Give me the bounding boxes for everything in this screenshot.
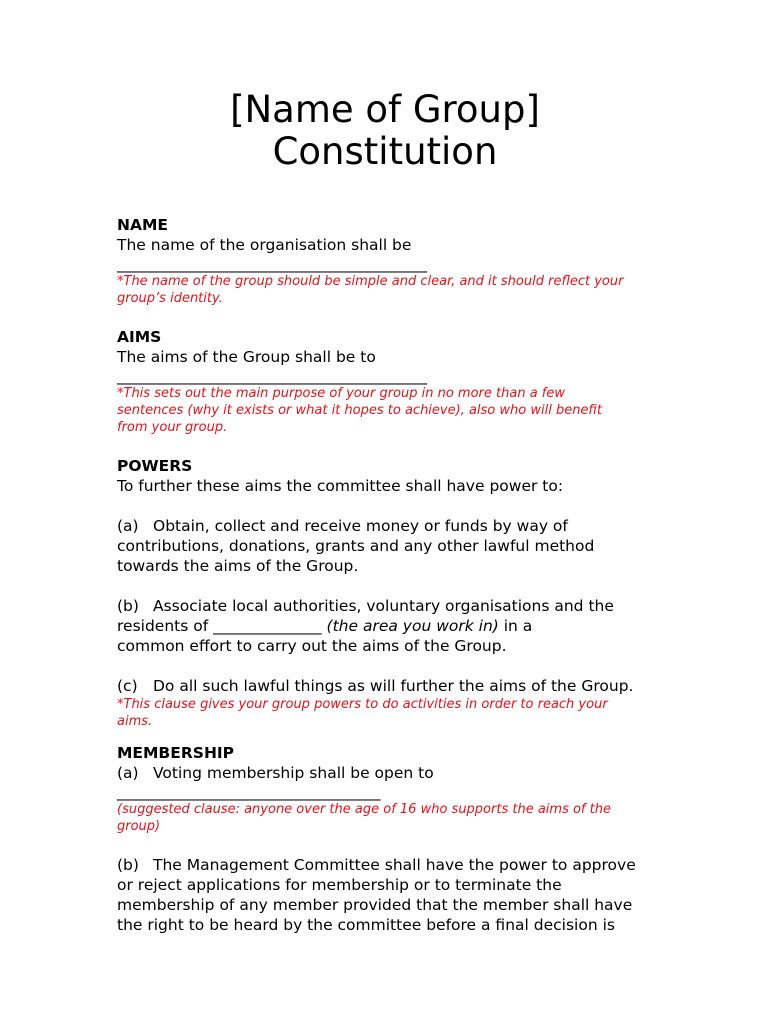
membership-section <box>117 743 662 935</box>
powers-note-line-1: *This clause gives your group powers to do activities in order to reach your <box>117 697 608 712</box>
powers-note-line-2: aims. <box>117 714 153 729</box>
powers-item-b-line-3: common effort to carry out the aims of the Group. <box>117 637 507 655</box>
powers-item-b-label: (b) <box>117 597 139 615</box>
powers-item-a-line-2: contributions, donations, grants and any other lawful method <box>117 537 595 555</box>
name-text: The name of the organisation shall be <box>117 236 412 254</box>
membership-note-line-1: (suggested clause: anyone over the age of 16 who supports the aims of the <box>117 802 611 817</box>
membership-blank-line: __________________________________ <box>117 783 381 801</box>
aims-note <box>117 385 662 436</box>
powers-heading: POWERS <box>117 457 193 475</box>
membership-item-a-label: (a) <box>117 764 139 782</box>
membership-note-line-2: group) <box>117 819 161 834</box>
powers-note <box>117 696 662 730</box>
membership-item-b-line-3: membership of any member provided that the member shall have <box>117 896 633 914</box>
document-title-line-2: Constitution <box>272 130 498 173</box>
aims-section <box>117 327 662 436</box>
document-title-line-1: [Name of Group] <box>230 88 540 131</box>
membership-item-b-label: (b) <box>117 856 139 874</box>
name-heading: NAME <box>117 216 168 234</box>
powers-item-b-line-2 <box>117 616 662 636</box>
name-note <box>117 273 662 307</box>
aims-note-line-1: *This sets out the main purpose of your group in no more than a few <box>117 386 565 401</box>
membership-item-b-line-2: or reject applications for membership or to terminate the <box>117 876 562 894</box>
powers-item-c-text-1: Do all such lawful things as will further the aims of the Group. <box>153 677 634 695</box>
name-section <box>117 215 662 307</box>
powers-item-b-line-2-italic: (the area you work in) <box>326 617 499 635</box>
membership-item-a-line <box>117 763 662 783</box>
membership-note <box>117 801 662 835</box>
aims-text: The aims of the Group shall be to <box>117 348 376 366</box>
name-note-line-2: group’s identity. <box>117 291 223 306</box>
membership-item-b-line-4: the right to be heard by the committee before a final decision is <box>117 916 615 934</box>
powers-item-b-line-1 <box>117 596 662 616</box>
name-blank-line: ________________________________________ <box>117 255 427 273</box>
membership-heading: MEMBERSHIP <box>117 744 235 762</box>
powers-section <box>117 456 662 730</box>
name-note-line-1: *The name of the group should be simple and clear, and it should reflect your <box>117 274 624 289</box>
aims-note-line-2: sentences (why it exists or what it hopes to achieve), also who will benefit <box>117 403 602 418</box>
powers-item-b-line-2-pre: residents of ______________ <box>117 617 322 635</box>
powers-intro: To further these aims the committee shall have power to: <box>117 477 564 495</box>
aims-blank-line: ________________________________________ <box>117 367 427 385</box>
powers-item-c-label: (c) <box>117 677 138 695</box>
powers-item-b-text-1: Associate local authorities, voluntary organisations and the <box>153 597 614 615</box>
aims-note-line-3: from your group. <box>117 420 228 435</box>
powers-item-b-line-2-post: in a <box>503 617 533 635</box>
powers-item-a-label: (a) <box>117 517 139 535</box>
powers-item-a-text-1: Obtain, collect and receive money or funds by way of <box>153 517 568 535</box>
membership-item-a-text: Voting membership shall be open to <box>153 764 434 782</box>
membership-item-b-text-1: The Management Committee shall have the power to approve <box>153 856 636 874</box>
membership-item-b-line-1 <box>117 855 662 875</box>
powers-item-a-line-3: towards the aims of the Group. <box>117 557 359 575</box>
powers-item-c-line-1 <box>117 676 662 696</box>
aims-heading: AIMS <box>117 328 162 346</box>
powers-item-a-line-1 <box>117 516 662 536</box>
